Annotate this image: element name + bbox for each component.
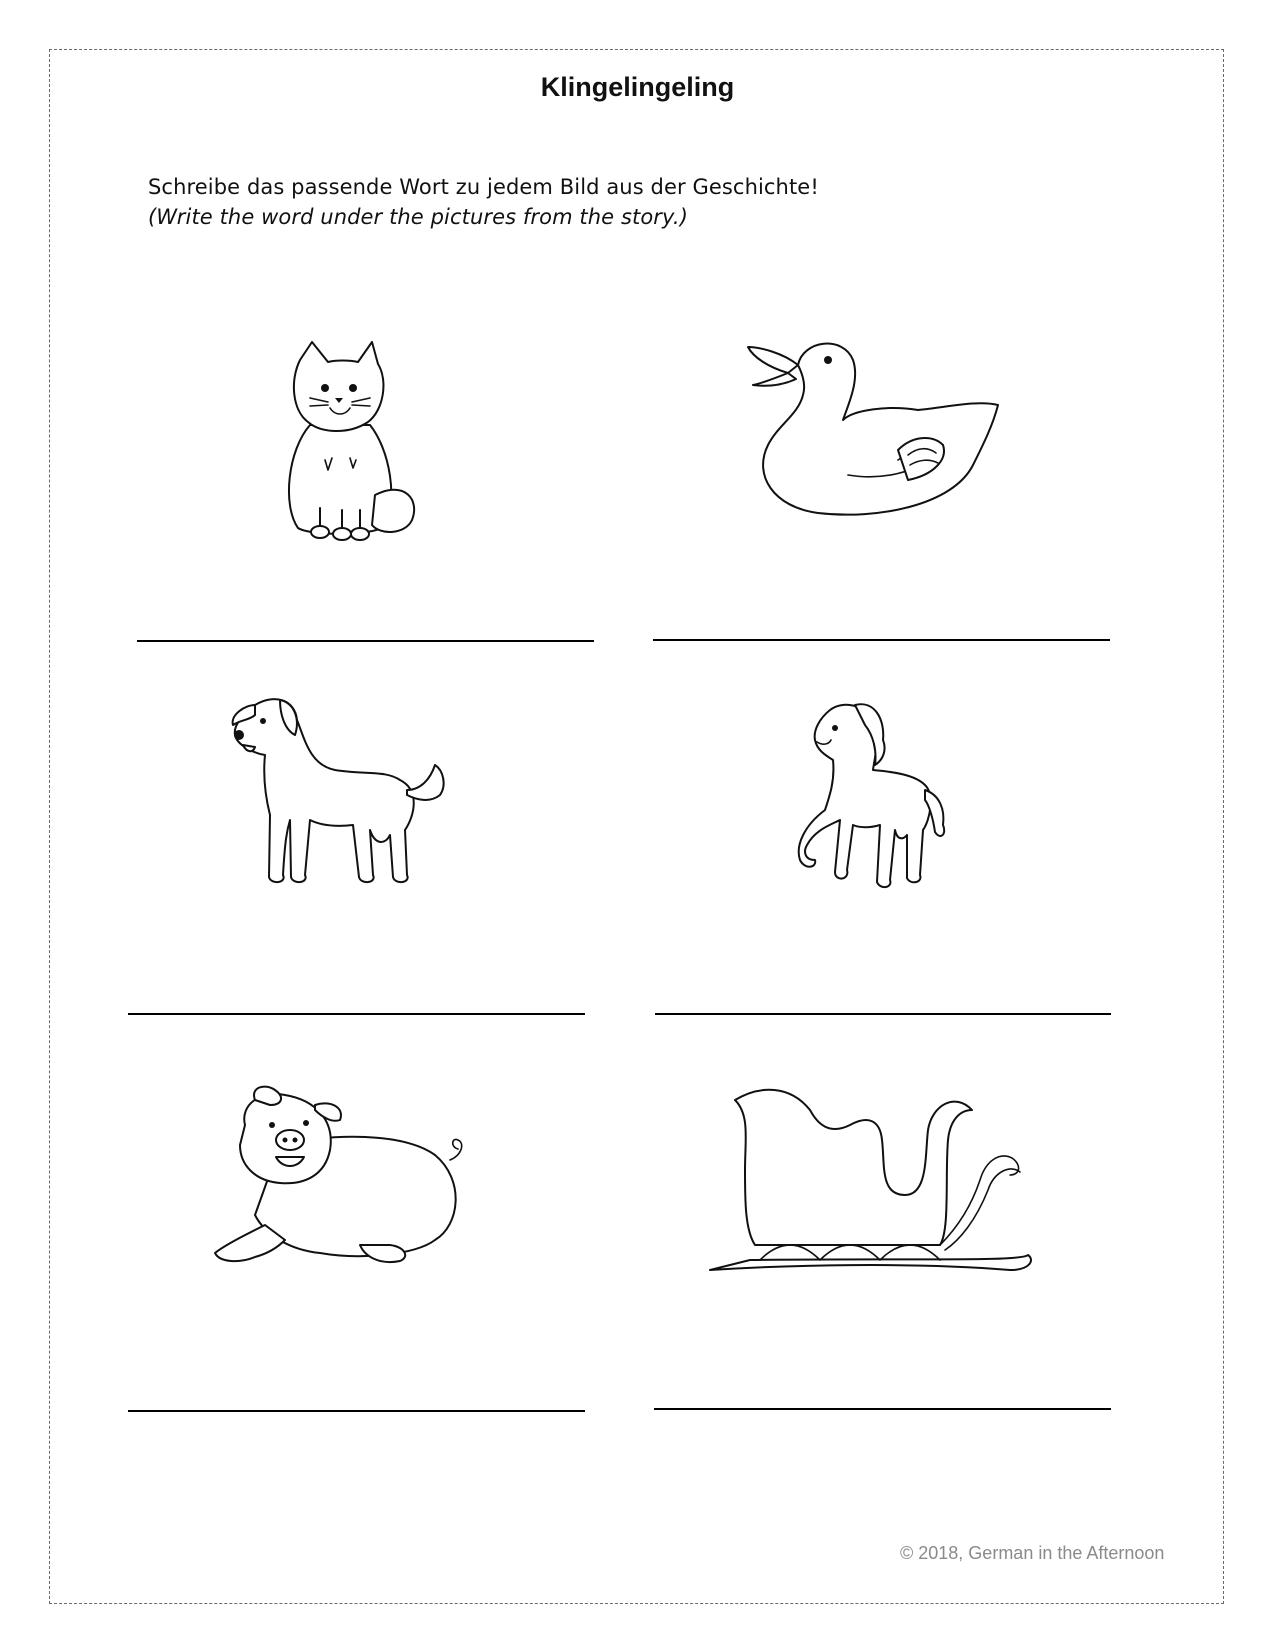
answer-line-cat[interactable]	[137, 640, 594, 642]
duck-icon	[748, 335, 1008, 529]
pig-icon	[210, 1085, 475, 1279]
answer-line-sled[interactable]	[654, 1408, 1111, 1410]
cat-icon	[280, 340, 430, 544]
answer-line-pig[interactable]	[128, 1410, 585, 1412]
answer-line-duck[interactable]	[653, 639, 1110, 641]
sled-icon	[710, 1080, 1040, 1279]
answer-line-dog[interactable]	[128, 1013, 585, 1015]
instruction-german: Schreibe das passende Wort zu jedem Bild aus der Geschichte!	[148, 175, 819, 199]
dog-icon	[225, 695, 455, 894]
answer-line-horse[interactable]	[655, 1013, 1111, 1015]
copyright-footer: © 2018, German in the Afternoon	[900, 1543, 1165, 1563]
worksheet-title: Klingelingeling	[540, 72, 735, 102]
horse-icon	[795, 700, 955, 899]
instruction-english: (Write the word under the pictures from the story.)	[148, 205, 688, 229]
